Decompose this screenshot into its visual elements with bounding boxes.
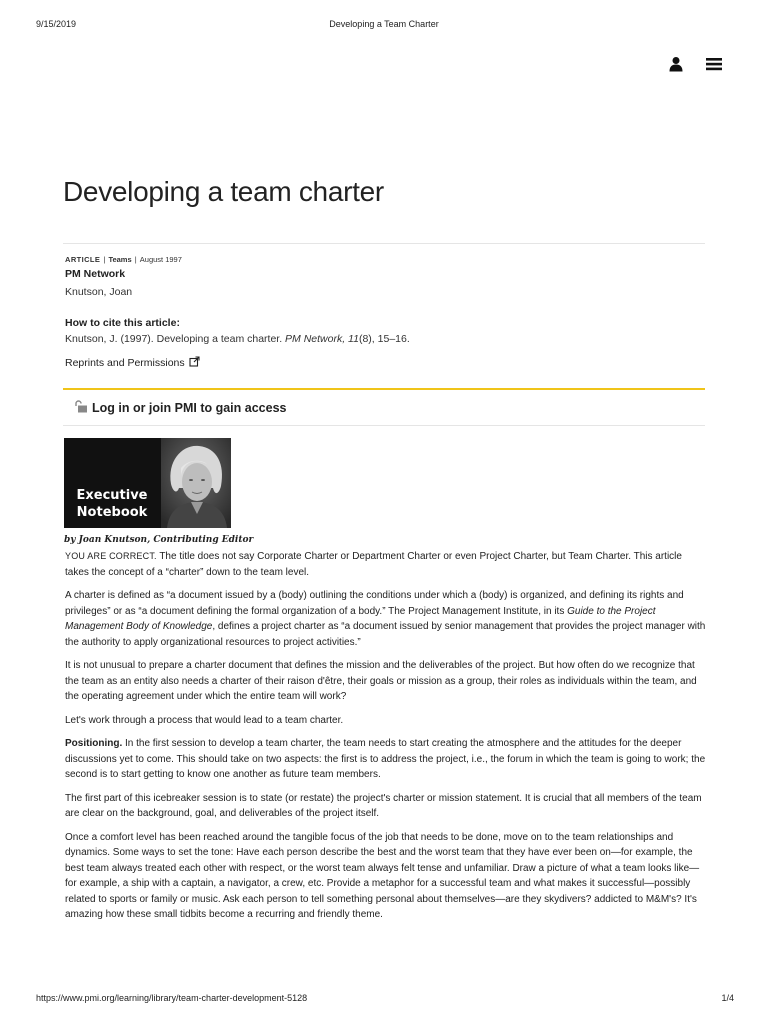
citation: Knutson, J. (1997). Developing a team charter. PM Network, 11(8), 15–16. (65, 333, 410, 345)
article-meta: ARTICLE | Teams | August 1997 (65, 255, 182, 264)
print-header (0, 19, 768, 31)
top-nav-icons (668, 56, 722, 72)
unlock-icon (74, 399, 88, 416)
login-label: Log in or join PMI to gain access (92, 400, 287, 415)
external-link-icon (189, 356, 200, 370)
divider (63, 243, 705, 244)
login-join-link[interactable] (74, 399, 286, 416)
article-date: August 1997 (139, 255, 182, 264)
publication-name: PM Network (65, 268, 126, 280)
paragraph: Once a comfort level has been reached around the tangible focus of the job that needs to be done, move on to the team relationships and dynamics. Some ways to set the tone: Have each person describe the best and the worst team that they have ever been on—for example, the best team always treated each other with respect, or the worst team always felt tense and unfamiliar. Draw a picture of what a team looks like—for example, a ship with a captain, a navigator, a crew, etc. Provide a metaphor for a successful team and what makes it successful—possibly related to sports or family or music. Ask each person to tell something personal about themselves—are they skydivers? addicted to M&M's? It's amazing how these small tidbits become a recurring and friendly theme. (65, 831, 700, 920)
executive-notebook-banner (64, 438, 231, 528)
cite-heading: How to cite this article: (65, 317, 180, 329)
divider (63, 425, 705, 426)
reprints-link[interactable] (65, 356, 200, 370)
print-title: Developing a Team Charter (329, 19, 439, 29)
paragraph: It is not unusual to prepare a charter document that defines the mission and the deliverables of the project. But how often do we recognize that the team as an entity also needs a charter of their raison d'être, their goals or mission as a group, their roles as individuals within the team, and the operating agreement under which the entire team will work? (65, 660, 697, 702)
reprints-label: Reprints and Permissions (65, 357, 185, 369)
page-title: Developing a team charter (63, 176, 384, 207)
paragraph: The first part of this icebreaker session is to state (or restate) the project's charter or mission statement. It is crucial that all members of the team are clear on the background, goal, and deliverables of the project itself. (65, 792, 702, 819)
article-body (65, 549, 707, 931)
author-name: Knutson, Joan (65, 286, 133, 298)
paragraph: Positioning. In the first session to develop a team charter, the team needs to start creating the atmosphere and the attitudes for the deeper discussions yet to come. This should take on two aspects: the first is to address the project, i.e., the forum in which the team is going to work; the second is to start getting to know one another as future team members. (65, 738, 706, 780)
notebook-title: Executive Notebook (76, 488, 148, 520)
article-topic[interactable]: Teams (108, 255, 132, 264)
article-kind: ARTICLE (65, 255, 101, 264)
paragraph: A charter is defined as “a document issued by a (body) outlining the conditions under which a (body) is organized, and defining its rights and privileges” or as “a document defining the formal organization of a body.” The Project Management Institute, in its Guide to the Project Management Body of Knowledge, defines a project charter as “a document issued by senior management that provides the project manager with the authority to apply organizational resources to project activities.” (65, 590, 706, 648)
hamburger-menu-icon[interactable] (706, 56, 722, 72)
accent-divider (63, 388, 705, 390)
print-date: 9/15/2019 (36, 19, 77, 29)
user-icon[interactable] (668, 56, 684, 72)
page-url: https://www.pmi.org/learning/library/team-charter-development-5128 (36, 993, 308, 1003)
page-number: 1/4 (721, 993, 734, 1003)
author-portrait (161, 438, 231, 528)
paragraph: Let's work through a process that would lead to a team charter. (65, 714, 344, 726)
byline: by Joan Knutson, Contributing Editor (64, 535, 254, 545)
paragraph: YOU ARE CORRECT. The title does not say Corporate Charter or Department Charter or even Project Charter, but Team Charter. This article takes the concept of a “charter” down to the team level. (65, 551, 682, 578)
